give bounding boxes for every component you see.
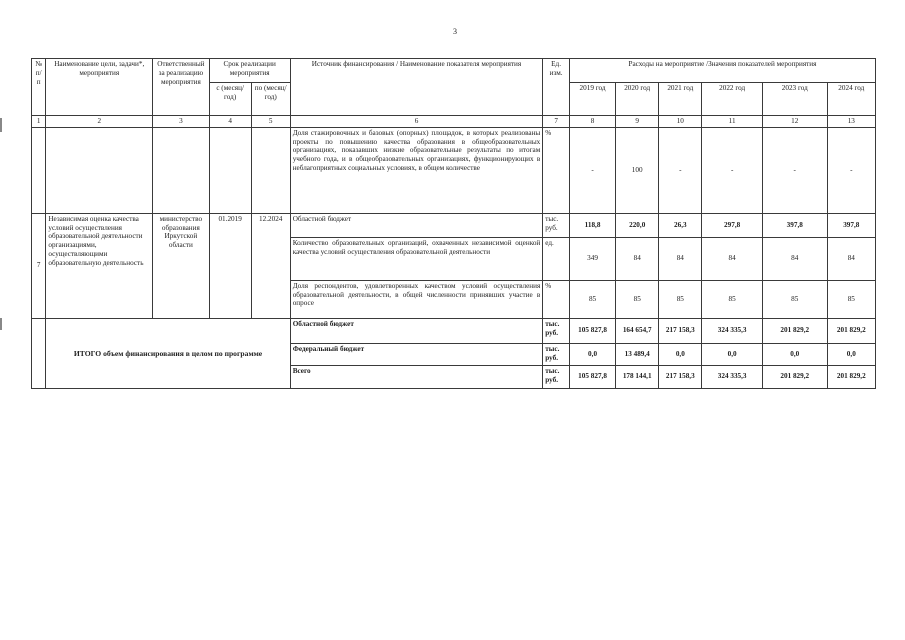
indicator-name: Доля стажировочных и базовых (опорных) площадок, в которых реализованы проекты по повышению качества образования в общеобразовательных организациях, показавших низкие образовательные результаты по итогам учебного года, и в общеобразовательных организациях, функционирующих в неблагоприятных социальных условиях, в общем количестве xyxy=(290,127,543,213)
value-cell: 297,8 xyxy=(702,213,763,237)
header-expenses: Расходы на мероприятие /Значения показателей мероприятия xyxy=(569,59,875,83)
column-number: 4 xyxy=(209,116,251,128)
value-cell: 217 158,3 xyxy=(659,318,702,343)
value-cell: 26,3 xyxy=(659,213,702,237)
total-label: ИТОГО объем финансирования в целом по программе xyxy=(46,318,290,388)
table-row xyxy=(32,318,876,343)
funding-source: Областной бюджет xyxy=(290,318,543,343)
header-to: по (месяц/ год) xyxy=(251,83,290,116)
header-source: Источник финансирования / Наименование показателя мероприятия xyxy=(290,59,543,116)
column-number: 6 xyxy=(290,116,543,128)
header-year: 2023 год xyxy=(762,83,827,116)
value-cell: 217 158,3 xyxy=(659,365,702,388)
item-start: 01.2019 xyxy=(209,213,251,318)
value-cell: 0,0 xyxy=(569,343,615,365)
value-cell: 118,8 xyxy=(569,213,615,237)
header-term: Срок реализации мероприятия xyxy=(209,59,290,83)
value-cell: 220,0 xyxy=(616,213,659,237)
value-cell: 105 827,8 xyxy=(569,318,615,343)
value-cell: 201 829,2 xyxy=(827,318,875,343)
item-responsible: министерство образования Иркутской области xyxy=(153,213,209,318)
indicator-name: Доля респондентов, удовлетворенных качеством условий осуществления образовательной деятельности, в общей численности принявших участие в опросе xyxy=(290,280,543,318)
column-number: 11 xyxy=(702,116,763,128)
funding-source: Всего xyxy=(290,365,543,388)
column-number: 9 xyxy=(616,116,659,128)
value-cell: 324 335,3 xyxy=(702,318,763,343)
value-cell: - xyxy=(827,127,875,213)
value-cell: 178 144,1 xyxy=(616,365,659,388)
indicator-unit: % xyxy=(543,280,570,318)
value-cell: 84 xyxy=(762,237,827,280)
column-number: 1 xyxy=(32,116,46,128)
header-from: с (месяц/ год) xyxy=(209,83,251,116)
funding-unit: тыс. руб. xyxy=(543,213,570,237)
value-cell: 85 xyxy=(569,280,615,318)
funding-unit: тыс. руб. xyxy=(543,318,570,343)
funding-source: Областной бюджет xyxy=(290,213,543,237)
header-year: 2019 год xyxy=(569,83,615,116)
header-year: 2020 год xyxy=(616,83,659,116)
header-unit: Ед. изм. xyxy=(543,59,570,116)
value-cell: - xyxy=(569,127,615,213)
column-number: 7 xyxy=(543,116,570,128)
item-name: Независимая оценка качества условий осуществления образовательной деятельности организациями, осуществляющими образовательную деятельность xyxy=(46,213,153,318)
value-cell: 397,8 xyxy=(827,213,875,237)
value-cell: 105 827,8 xyxy=(569,365,615,388)
value-cell: 201 829,2 xyxy=(762,365,827,388)
value-cell: 0,0 xyxy=(827,343,875,365)
value-cell: 84 xyxy=(616,237,659,280)
indicator-unit: % xyxy=(543,127,570,213)
program-financing-table xyxy=(31,58,876,389)
value-cell: 164 654,7 xyxy=(616,318,659,343)
value-cell: 13 489,4 xyxy=(616,343,659,365)
table-row xyxy=(32,127,876,213)
column-number: 5 xyxy=(251,116,290,128)
value-cell: 397,8 xyxy=(762,213,827,237)
value-cell: 0,0 xyxy=(762,343,827,365)
column-number: 10 xyxy=(659,116,702,128)
page-number: 3 xyxy=(453,27,457,36)
value-cell: - xyxy=(702,127,763,213)
column-number: 13 xyxy=(827,116,875,128)
indicator-unit: ед. xyxy=(543,237,570,280)
item-end: 12.2024 xyxy=(251,213,290,318)
value-cell: 100 xyxy=(616,127,659,213)
indicator-name: Количество образовательных организаций, охваченных независимой оценкой качества условий осуществления образовательной деятельности xyxy=(290,237,543,280)
column-number: 2 xyxy=(46,116,153,128)
column-number: 3 xyxy=(153,116,209,128)
value-cell: - xyxy=(762,127,827,213)
value-cell: 84 xyxy=(702,237,763,280)
column-number: 8 xyxy=(569,116,615,128)
funding-unit: тыс. руб. xyxy=(543,365,570,388)
funding-source: Федеральный бюджет xyxy=(290,343,543,365)
header-year: 2022 год xyxy=(702,83,763,116)
value-cell: 0,0 xyxy=(659,343,702,365)
value-cell: 85 xyxy=(659,280,702,318)
table-row xyxy=(32,213,876,237)
margin-mark xyxy=(0,318,2,330)
value-cell: 201 829,2 xyxy=(762,318,827,343)
header-year: 2021 год xyxy=(659,83,702,116)
value-cell: 85 xyxy=(702,280,763,318)
value-cell: 0,0 xyxy=(702,343,763,365)
value-cell: 85 xyxy=(762,280,827,318)
value-cell: 324 335,3 xyxy=(702,365,763,388)
value-cell: - xyxy=(659,127,702,213)
header-number: № п/п xyxy=(32,59,46,116)
item-number: 7 xyxy=(32,213,46,318)
value-cell: 349 xyxy=(569,237,615,280)
column-number: 12 xyxy=(762,116,827,128)
value-cell: 85 xyxy=(827,280,875,318)
value-cell: 201 829,2 xyxy=(827,365,875,388)
value-cell: 84 xyxy=(827,237,875,280)
header-name: Наименование цели, задачи*, мероприятия xyxy=(46,59,153,116)
value-cell: 85 xyxy=(616,280,659,318)
header-responsible: Ответственный за реализацию мероприятия xyxy=(153,59,209,116)
margin-mark xyxy=(0,118,2,132)
value-cell: 84 xyxy=(659,237,702,280)
funding-unit: тыс. руб. xyxy=(543,343,570,365)
header-year: 2024 год xyxy=(827,83,875,116)
